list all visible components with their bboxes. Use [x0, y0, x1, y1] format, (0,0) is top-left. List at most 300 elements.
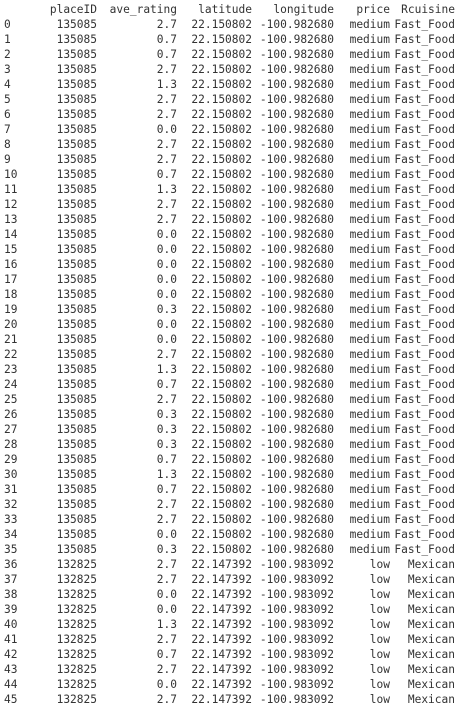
ave-rating-cell: 2.7 — [156, 498, 177, 511]
latitude-cell: 22.150802 — [191, 378, 252, 391]
row-index: 44 — [4, 678, 18, 691]
price-cell: medium — [349, 243, 390, 256]
ave-rating-cell: 0.0 — [156, 123, 177, 136]
longitude-cell: -100.982680 — [259, 258, 334, 271]
placeid-cell: 135085 — [56, 138, 97, 151]
rcuisine-cell: Fast_Food — [394, 438, 455, 451]
latitude-cell: 22.147392 — [191, 573, 252, 586]
latitude-cell: 22.147392 — [191, 693, 252, 706]
rcuisine-cell: Fast_Food — [394, 108, 455, 121]
latitude-cell: 22.150802 — [191, 483, 252, 496]
ave-rating-cell: 2.7 — [156, 393, 177, 406]
rcuisine-cell: Fast_Food — [394, 18, 455, 31]
longitude-cell: -100.983092 — [259, 663, 334, 676]
table-row — [0, 527, 455, 542]
placeid-cell: 135085 — [56, 243, 97, 256]
table-row — [0, 122, 455, 137]
table-row — [0, 62, 455, 77]
row-index: 21 — [4, 333, 18, 346]
latitude-cell: 22.150802 — [191, 48, 252, 61]
price-cell: low — [369, 603, 390, 616]
ave-rating-cell: 0.7 — [156, 48, 177, 61]
rcuisine-cell: Fast_Food — [394, 333, 455, 346]
table-row — [0, 302, 455, 317]
rcuisine-cell: Mexican — [407, 678, 455, 691]
table-row — [0, 317, 455, 332]
latitude-cell: 22.150802 — [191, 243, 252, 256]
longitude-cell: -100.982680 — [259, 483, 334, 496]
price-cell: medium — [349, 423, 390, 436]
rcuisine-cell: Fast_Food — [394, 138, 455, 151]
row-index: 19 — [4, 303, 18, 316]
placeid-cell: 135085 — [56, 213, 97, 226]
row-index: 11 — [4, 183, 18, 196]
latitude-cell: 22.150802 — [191, 318, 252, 331]
price-cell: medium — [349, 483, 390, 496]
row-index: 34 — [4, 528, 18, 541]
table-row — [0, 47, 455, 62]
longitude-cell: -100.982680 — [259, 198, 334, 211]
price-cell: medium — [349, 138, 390, 151]
table-row — [0, 392, 455, 407]
table-row — [0, 512, 455, 527]
price-cell: medium — [349, 78, 390, 91]
rcuisine-cell: Fast_Food — [394, 198, 455, 211]
longitude-cell: -100.983092 — [259, 618, 334, 631]
table-row — [0, 542, 455, 557]
latitude-cell: 22.150802 — [191, 273, 252, 286]
placeid-cell: 135085 — [56, 513, 97, 526]
longitude-cell: -100.982680 — [259, 318, 334, 331]
longitude-cell: -100.982680 — [259, 348, 334, 361]
row-index: 1 — [4, 33, 11, 46]
rcuisine-cell: Fast_Food — [394, 168, 455, 181]
table-row — [0, 332, 455, 347]
latitude-cell: 22.147392 — [191, 678, 252, 691]
ave-rating-cell: 0.3 — [156, 543, 177, 556]
ave-rating-cell: 1.3 — [156, 78, 177, 91]
latitude-cell: 22.150802 — [191, 513, 252, 526]
longitude-cell: -100.983092 — [259, 693, 334, 706]
rcuisine-cell: Mexican — [407, 573, 455, 586]
row-index: 10 — [4, 168, 18, 181]
table-row — [0, 32, 455, 47]
table-row — [0, 227, 455, 242]
rcuisine-cell: Fast_Food — [394, 408, 455, 421]
price-cell: medium — [349, 453, 390, 466]
table-row — [0, 452, 455, 467]
placeid-cell: 135085 — [56, 318, 97, 331]
price-cell: medium — [349, 498, 390, 511]
row-index: 18 — [4, 288, 18, 301]
latitude-cell: 22.147392 — [191, 648, 252, 661]
longitude-cell: -100.982680 — [259, 48, 334, 61]
ave-rating-cell: 2.7 — [156, 153, 177, 166]
longitude-cell: -100.982680 — [259, 423, 334, 436]
rcuisine-cell: Fast_Food — [394, 123, 455, 136]
placeid-cell: 135085 — [56, 228, 97, 241]
price-cell: medium — [349, 183, 390, 196]
ave-rating-cell: 2.7 — [156, 18, 177, 31]
latitude-cell: 22.150802 — [191, 108, 252, 121]
table-row — [0, 377, 455, 392]
placeid-cell: 135085 — [56, 468, 97, 481]
price-cell: medium — [349, 228, 390, 241]
longitude-cell: -100.982680 — [259, 18, 334, 31]
row-index: 32 — [4, 498, 18, 511]
ave-rating-cell: 0.3 — [156, 438, 177, 451]
row-index: 45 — [4, 693, 18, 706]
rcuisine-cell: Mexican — [407, 603, 455, 616]
ave-rating-cell: 0.3 — [156, 408, 177, 421]
price-cell: medium — [349, 378, 390, 391]
placeid-cell: 135085 — [56, 168, 97, 181]
ave-rating-cell: 1.3 — [156, 363, 177, 376]
rcuisine-cell: Fast_Food — [394, 183, 455, 196]
latitude-cell: 22.150802 — [191, 288, 252, 301]
latitude-cell: 22.150802 — [191, 213, 252, 226]
ave-rating-cell: 0.0 — [156, 288, 177, 301]
placeid-cell: 135085 — [56, 78, 97, 91]
price-cell: low — [369, 618, 390, 631]
latitude-cell: 22.150802 — [191, 123, 252, 136]
placeid-cell: 135085 — [56, 303, 97, 316]
placeid-cell: 135085 — [56, 93, 97, 106]
rcuisine-cell: Fast_Food — [394, 303, 455, 316]
price-cell: medium — [349, 543, 390, 556]
ave-rating-cell: 0.0 — [156, 678, 177, 691]
rcuisine-cell: Mexican — [407, 558, 455, 571]
longitude-cell: -100.982680 — [259, 273, 334, 286]
longitude-cell: -100.982680 — [259, 123, 334, 136]
longitude-cell: -100.983092 — [259, 633, 334, 646]
latitude-cell: 22.150802 — [191, 408, 252, 421]
table-row — [0, 407, 455, 422]
ave-rating-cell: 0.7 — [156, 483, 177, 496]
rcuisine-cell: Fast_Food — [394, 288, 455, 301]
row-index: 33 — [4, 513, 18, 526]
rcuisine-cell: Fast_Food — [394, 453, 455, 466]
ave-rating-cell: 2.7 — [156, 213, 177, 226]
table-row — [0, 647, 455, 662]
ave-rating-cell: 0.0 — [156, 273, 177, 286]
placeid-cell: 135085 — [56, 423, 97, 436]
latitude-cell: 22.150802 — [191, 33, 252, 46]
ave-rating-cell: 0.0 — [156, 603, 177, 616]
ave-rating-cell: 0.0 — [156, 258, 177, 271]
row-index: 39 — [4, 603, 18, 616]
row-index: 25 — [4, 393, 18, 406]
placeid-cell: 132825 — [56, 573, 97, 586]
rcuisine-cell: Mexican — [407, 588, 455, 601]
placeid-cell: 135085 — [56, 378, 97, 391]
longitude-cell: -100.982680 — [259, 228, 334, 241]
price-cell: medium — [349, 153, 390, 166]
row-index: 20 — [4, 318, 18, 331]
rcuisine-cell: Mexican — [407, 663, 455, 676]
placeid-cell: 135085 — [56, 333, 97, 346]
ave-rating-cell: 1.3 — [156, 618, 177, 631]
longitude-cell: -100.982680 — [259, 393, 334, 406]
latitude-cell: 22.147392 — [191, 663, 252, 676]
longitude-cell: -100.982680 — [259, 363, 334, 376]
table-row — [0, 677, 455, 692]
placeid-cell: 135085 — [56, 273, 97, 286]
longitude-cell: -100.982680 — [259, 153, 334, 166]
price-cell: medium — [349, 48, 390, 61]
table-row — [0, 152, 455, 167]
price-cell: low — [369, 633, 390, 646]
price-cell: low — [369, 588, 390, 601]
ave-rating-cell: 2.7 — [156, 513, 177, 526]
row-index: 36 — [4, 558, 18, 571]
placeid-cell: 135085 — [56, 348, 97, 361]
ave-rating-cell: 2.7 — [156, 693, 177, 706]
latitude-cell: 22.147392 — [191, 558, 252, 571]
latitude-cell: 22.150802 — [191, 63, 252, 76]
price-cell: low — [369, 663, 390, 676]
latitude-cell: 22.150802 — [191, 528, 252, 541]
rcuisine-cell: Fast_Food — [394, 483, 455, 496]
placeid-cell: 135085 — [56, 63, 97, 76]
price-cell: medium — [349, 168, 390, 181]
rcuisine-cell: Fast_Food — [394, 393, 455, 406]
table-row — [0, 617, 455, 632]
latitude-cell: 22.150802 — [191, 18, 252, 31]
ave-rating-cell: 0.3 — [156, 423, 177, 436]
placeid-cell: 135085 — [56, 123, 97, 136]
placeid-cell: 135085 — [56, 438, 97, 451]
placeid-cell: 132825 — [56, 633, 97, 646]
ave-rating-cell: 2.7 — [156, 198, 177, 211]
longitude-cell: -100.982680 — [259, 438, 334, 451]
placeid-cell: 132825 — [56, 693, 97, 706]
placeid-cell: 132825 — [56, 648, 97, 661]
longitude-cell: -100.982680 — [259, 468, 334, 481]
table-row — [0, 182, 455, 197]
longitude-cell: -100.983092 — [259, 558, 334, 571]
header-row — [0, 2, 455, 17]
row-index: 3 — [4, 63, 11, 76]
table-row — [0, 632, 455, 647]
price-cell: medium — [349, 93, 390, 106]
ave-rating-cell: 2.7 — [156, 108, 177, 121]
latitude-cell: 22.150802 — [191, 78, 252, 91]
ave-rating-cell: 2.7 — [156, 663, 177, 676]
column-header-ave-rating: ave_rating — [109, 3, 177, 16]
longitude-cell: -100.982680 — [259, 63, 334, 76]
table-row — [0, 257, 455, 272]
longitude-cell: -100.982680 — [259, 93, 334, 106]
latitude-cell: 22.150802 — [191, 303, 252, 316]
table-row — [0, 692, 455, 707]
table-row — [0, 272, 455, 287]
table-row — [0, 287, 455, 302]
ave-rating-cell: 2.7 — [156, 348, 177, 361]
ave-rating-cell: 0.0 — [156, 588, 177, 601]
ave-rating-cell: 0.7 — [156, 453, 177, 466]
placeid-cell: 135085 — [56, 183, 97, 196]
ave-rating-cell: 0.3 — [156, 303, 177, 316]
table-row — [0, 137, 455, 152]
latitude-cell: 22.150802 — [191, 93, 252, 106]
table-row — [0, 422, 455, 437]
ave-rating-cell: 2.7 — [156, 573, 177, 586]
latitude-cell: 22.150802 — [191, 228, 252, 241]
latitude-cell: 22.147392 — [191, 633, 252, 646]
table-row — [0, 77, 455, 92]
row-index: 17 — [4, 273, 18, 286]
price-cell: medium — [349, 33, 390, 46]
ave-rating-cell: 0.0 — [156, 228, 177, 241]
latitude-cell: 22.150802 — [191, 543, 252, 556]
price-cell: low — [369, 573, 390, 586]
dataframe-table — [0, 2, 455, 707]
rcuisine-cell: Fast_Food — [394, 543, 455, 556]
latitude-cell: 22.147392 — [191, 603, 252, 616]
row-index: 14 — [4, 228, 18, 241]
price-cell: medium — [349, 363, 390, 376]
table-row — [0, 212, 455, 227]
column-header-latitude: latitude — [198, 3, 252, 16]
row-index: 23 — [4, 363, 18, 376]
row-index: 4 — [4, 78, 11, 91]
placeid-cell: 135085 — [56, 498, 97, 511]
longitude-cell: -100.983092 — [259, 603, 334, 616]
price-cell: medium — [349, 213, 390, 226]
row-index: 37 — [4, 573, 18, 586]
latitude-cell: 22.150802 — [191, 333, 252, 346]
rcuisine-cell: Fast_Food — [394, 228, 455, 241]
latitude-cell: 22.150802 — [191, 498, 252, 511]
placeid-cell: 135085 — [56, 393, 97, 406]
row-index: 13 — [4, 213, 18, 226]
longitude-cell: -100.982680 — [259, 453, 334, 466]
ave-rating-cell: 2.7 — [156, 93, 177, 106]
table-body — [0, 17, 455, 707]
latitude-cell: 22.150802 — [191, 453, 252, 466]
row-index: 27 — [4, 423, 18, 436]
placeid-cell: 135085 — [56, 363, 97, 376]
placeid-cell: 135085 — [56, 288, 97, 301]
placeid-cell: 135085 — [56, 153, 97, 166]
longitude-cell: -100.983092 — [259, 648, 334, 661]
ave-rating-cell: 1.3 — [156, 183, 177, 196]
rcuisine-cell: Fast_Food — [394, 48, 455, 61]
row-index: 38 — [4, 588, 18, 601]
table-row — [0, 242, 455, 257]
row-index: 40 — [4, 618, 18, 631]
placeid-cell: 132825 — [56, 558, 97, 571]
rcuisine-cell: Fast_Food — [394, 33, 455, 46]
table-row — [0, 347, 455, 362]
latitude-cell: 22.150802 — [191, 348, 252, 361]
price-cell: medium — [349, 273, 390, 286]
ave-rating-cell: 0.0 — [156, 333, 177, 346]
row-index: 43 — [4, 663, 18, 676]
price-cell: medium — [349, 333, 390, 346]
row-index: 28 — [4, 438, 18, 451]
row-index: 0 — [4, 18, 11, 31]
latitude-cell: 22.150802 — [191, 363, 252, 376]
latitude-cell: 22.150802 — [191, 183, 252, 196]
column-header-price: price — [356, 3, 390, 16]
price-cell: low — [369, 648, 390, 661]
longitude-cell: -100.983092 — [259, 573, 334, 586]
rcuisine-cell: Fast_Food — [394, 378, 455, 391]
table-row — [0, 587, 455, 602]
price-cell: low — [369, 558, 390, 571]
table-header — [0, 2, 455, 17]
row-index: 42 — [4, 648, 18, 661]
ave-rating-cell: 1.3 — [156, 468, 177, 481]
ave-rating-cell: 0.0 — [156, 243, 177, 256]
longitude-cell: -100.983092 — [259, 588, 334, 601]
table-row — [0, 107, 455, 122]
longitude-cell: -100.982680 — [259, 108, 334, 121]
row-index: 41 — [4, 633, 18, 646]
longitude-cell: -100.983092 — [259, 678, 334, 691]
placeid-cell: 135085 — [56, 528, 97, 541]
table-row — [0, 602, 455, 617]
price-cell: low — [369, 678, 390, 691]
rcuisine-cell: Mexican — [407, 633, 455, 646]
column-header-longitude: longitude — [273, 3, 334, 16]
longitude-cell: -100.982680 — [259, 528, 334, 541]
rcuisine-cell: Mexican — [407, 648, 455, 661]
table-row — [0, 167, 455, 182]
ave-rating-cell: 0.7 — [156, 648, 177, 661]
ave-rating-cell: 0.0 — [156, 318, 177, 331]
longitude-cell: -100.982680 — [259, 513, 334, 526]
longitude-cell: -100.982680 — [259, 213, 334, 226]
row-index: 5 — [4, 93, 11, 106]
price-cell: medium — [349, 528, 390, 541]
price-cell: medium — [349, 513, 390, 526]
placeid-cell: 135085 — [56, 258, 97, 271]
price-cell: medium — [349, 258, 390, 271]
table-row — [0, 197, 455, 212]
row-index: 26 — [4, 408, 18, 421]
ave-rating-cell: 2.7 — [156, 63, 177, 76]
price-cell: medium — [349, 438, 390, 451]
row-index: 7 — [4, 123, 11, 136]
rcuisine-cell: Fast_Food — [394, 78, 455, 91]
table-row — [0, 92, 455, 107]
longitude-cell: -100.982680 — [259, 243, 334, 256]
placeid-cell: 135085 — [56, 543, 97, 556]
price-cell: medium — [349, 123, 390, 136]
latitude-cell: 22.150802 — [191, 438, 252, 451]
row-index: 24 — [4, 378, 18, 391]
latitude-cell: 22.147392 — [191, 588, 252, 601]
price-cell: medium — [349, 408, 390, 421]
column-header-rcuisine: Rcuisine — [401, 3, 455, 16]
latitude-cell: 22.150802 — [191, 258, 252, 271]
row-index: 8 — [4, 138, 11, 151]
rcuisine-cell: Fast_Food — [394, 423, 455, 436]
longitude-cell: -100.982680 — [259, 33, 334, 46]
placeid-cell: 135085 — [56, 483, 97, 496]
rcuisine-cell: Fast_Food — [394, 243, 455, 256]
placeid-cell: 135085 — [56, 48, 97, 61]
rcuisine-cell: Mexican — [407, 693, 455, 706]
table-row — [0, 17, 455, 32]
placeid-cell: 135085 — [56, 453, 97, 466]
rcuisine-cell: Fast_Food — [394, 468, 455, 481]
column-header-placeid: placeID — [49, 3, 97, 16]
table-row — [0, 497, 455, 512]
